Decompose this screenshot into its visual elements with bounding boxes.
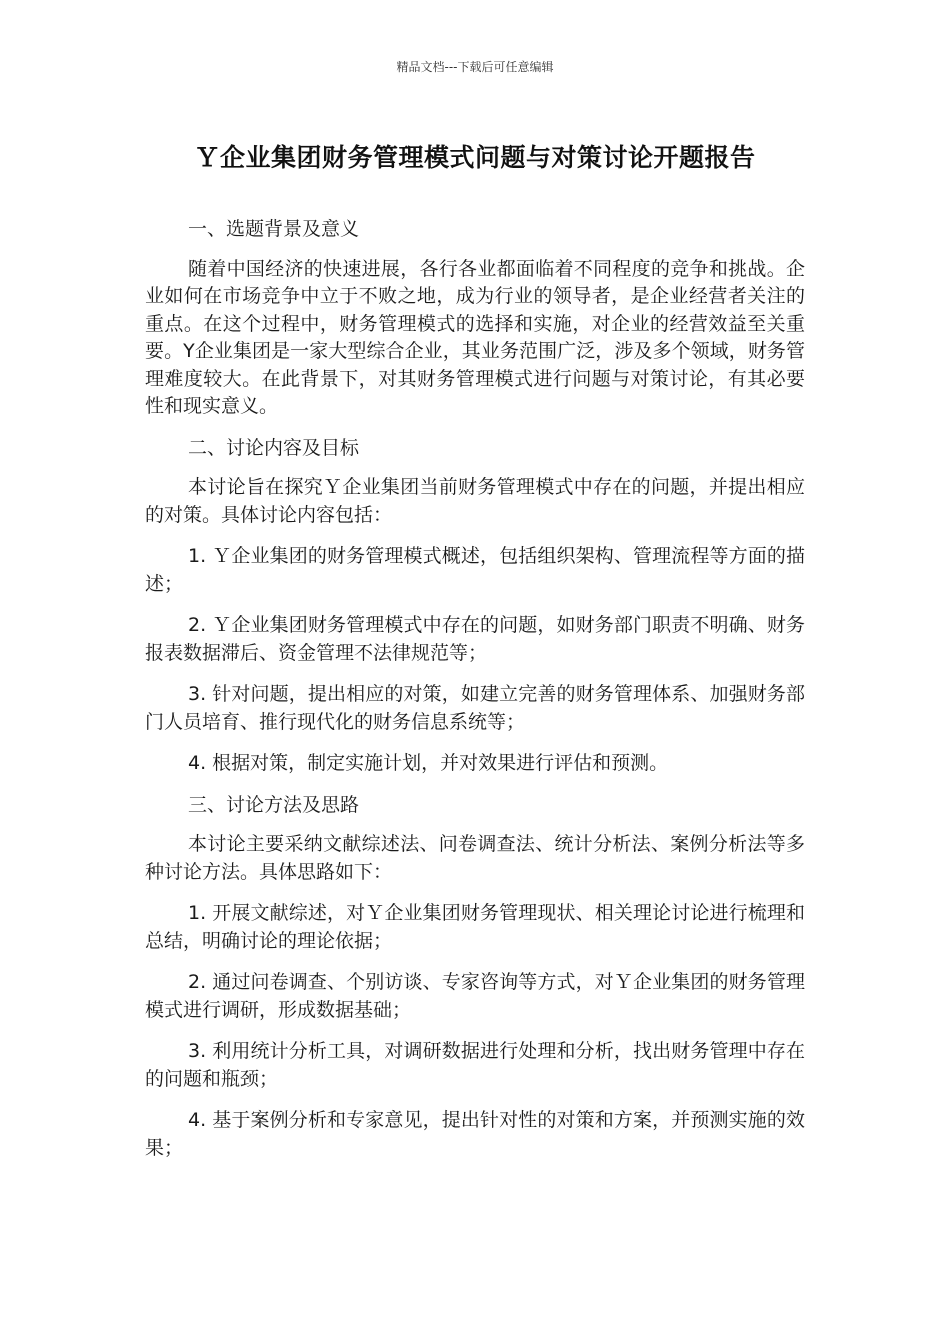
list-item: 2. Ｙ企业集团财务管理模式中存在的问题，如财务部门职责不明确、财务报表数据滞后、资金管理不法律规范等； xyxy=(145,614,805,664)
list-item: 2. 通过问卷调查、个别访谈、专家咨询等方式，对Ｙ企业集团的财务管理模式进行调研，形成数据基础； xyxy=(145,971,805,1021)
document-title: Ｙ企业集团财务管理模式问题与对策讨论开题报告 xyxy=(194,143,756,172)
list-item: 1. 开展文献综述，对Ｙ企业集团财务管理现状、相关理论讨论进行梳理和总结，明确讨论的理论依据； xyxy=(145,902,805,952)
section-heading: 三、讨论方法及思路 xyxy=(188,793,360,816)
list-item: 4. 基于案例分析和专家意见，提出针对性的对策和方案，并预测实施的效果； xyxy=(145,1109,805,1159)
paragraph: 本讨论主要采纳文献综述法、问卷调查法、统计分析法、案例分析法等多种讨论方法。具体思路如下： xyxy=(145,833,805,883)
list-item: 3. 针对问题，提出相应的对策，如建立完善的财务管理体系、加强财务部门人员培育、推行现代化的财务信息系统等； xyxy=(145,683,805,733)
list-item: 4. 根据对策，制定实施计划，并对效果进行评估和预测。 xyxy=(188,752,669,774)
paragraph: 随着中国经济的快速进展，各行各业都面临着不同程度的竞争和挑战。企业如何在市场竞争中立于不败之地，成为行业的领导者，是企业经营者关注的重点。在这个过程中，财务管理模式的选择和实施，对企业的经营效益至关重要。Y企业集团是一家大型综合企业，其业务范围广泛，涉及多个领域，财务管理难度较大。在此背景下，对其财务管理模式进行问题与对策讨论，有其必要性和现实意义。 xyxy=(145,257,805,417)
section-heading: 二、讨论内容及目标 xyxy=(188,436,360,459)
section-heading: 一、选题背景及意义 xyxy=(188,218,360,240)
list-item: 3. 利用统计分析工具，对调研数据进行处理和分析，找出财务管理中存在的问题和瓶颈； xyxy=(145,1040,805,1090)
list-item: 1. Ｙ企业集团的财务管理模式概述，包括组织架构、管理流程等方面的描述； xyxy=(145,545,805,595)
header-note: 精品文档---下载后可任意编辑 xyxy=(396,60,554,74)
paragraph: 本讨论旨在探究Ｙ企业集团当前财务管理模式中存在的问题，并提出相应的对策。具体讨论内容包括： xyxy=(145,476,805,526)
document-body xyxy=(145,216,805,1176)
